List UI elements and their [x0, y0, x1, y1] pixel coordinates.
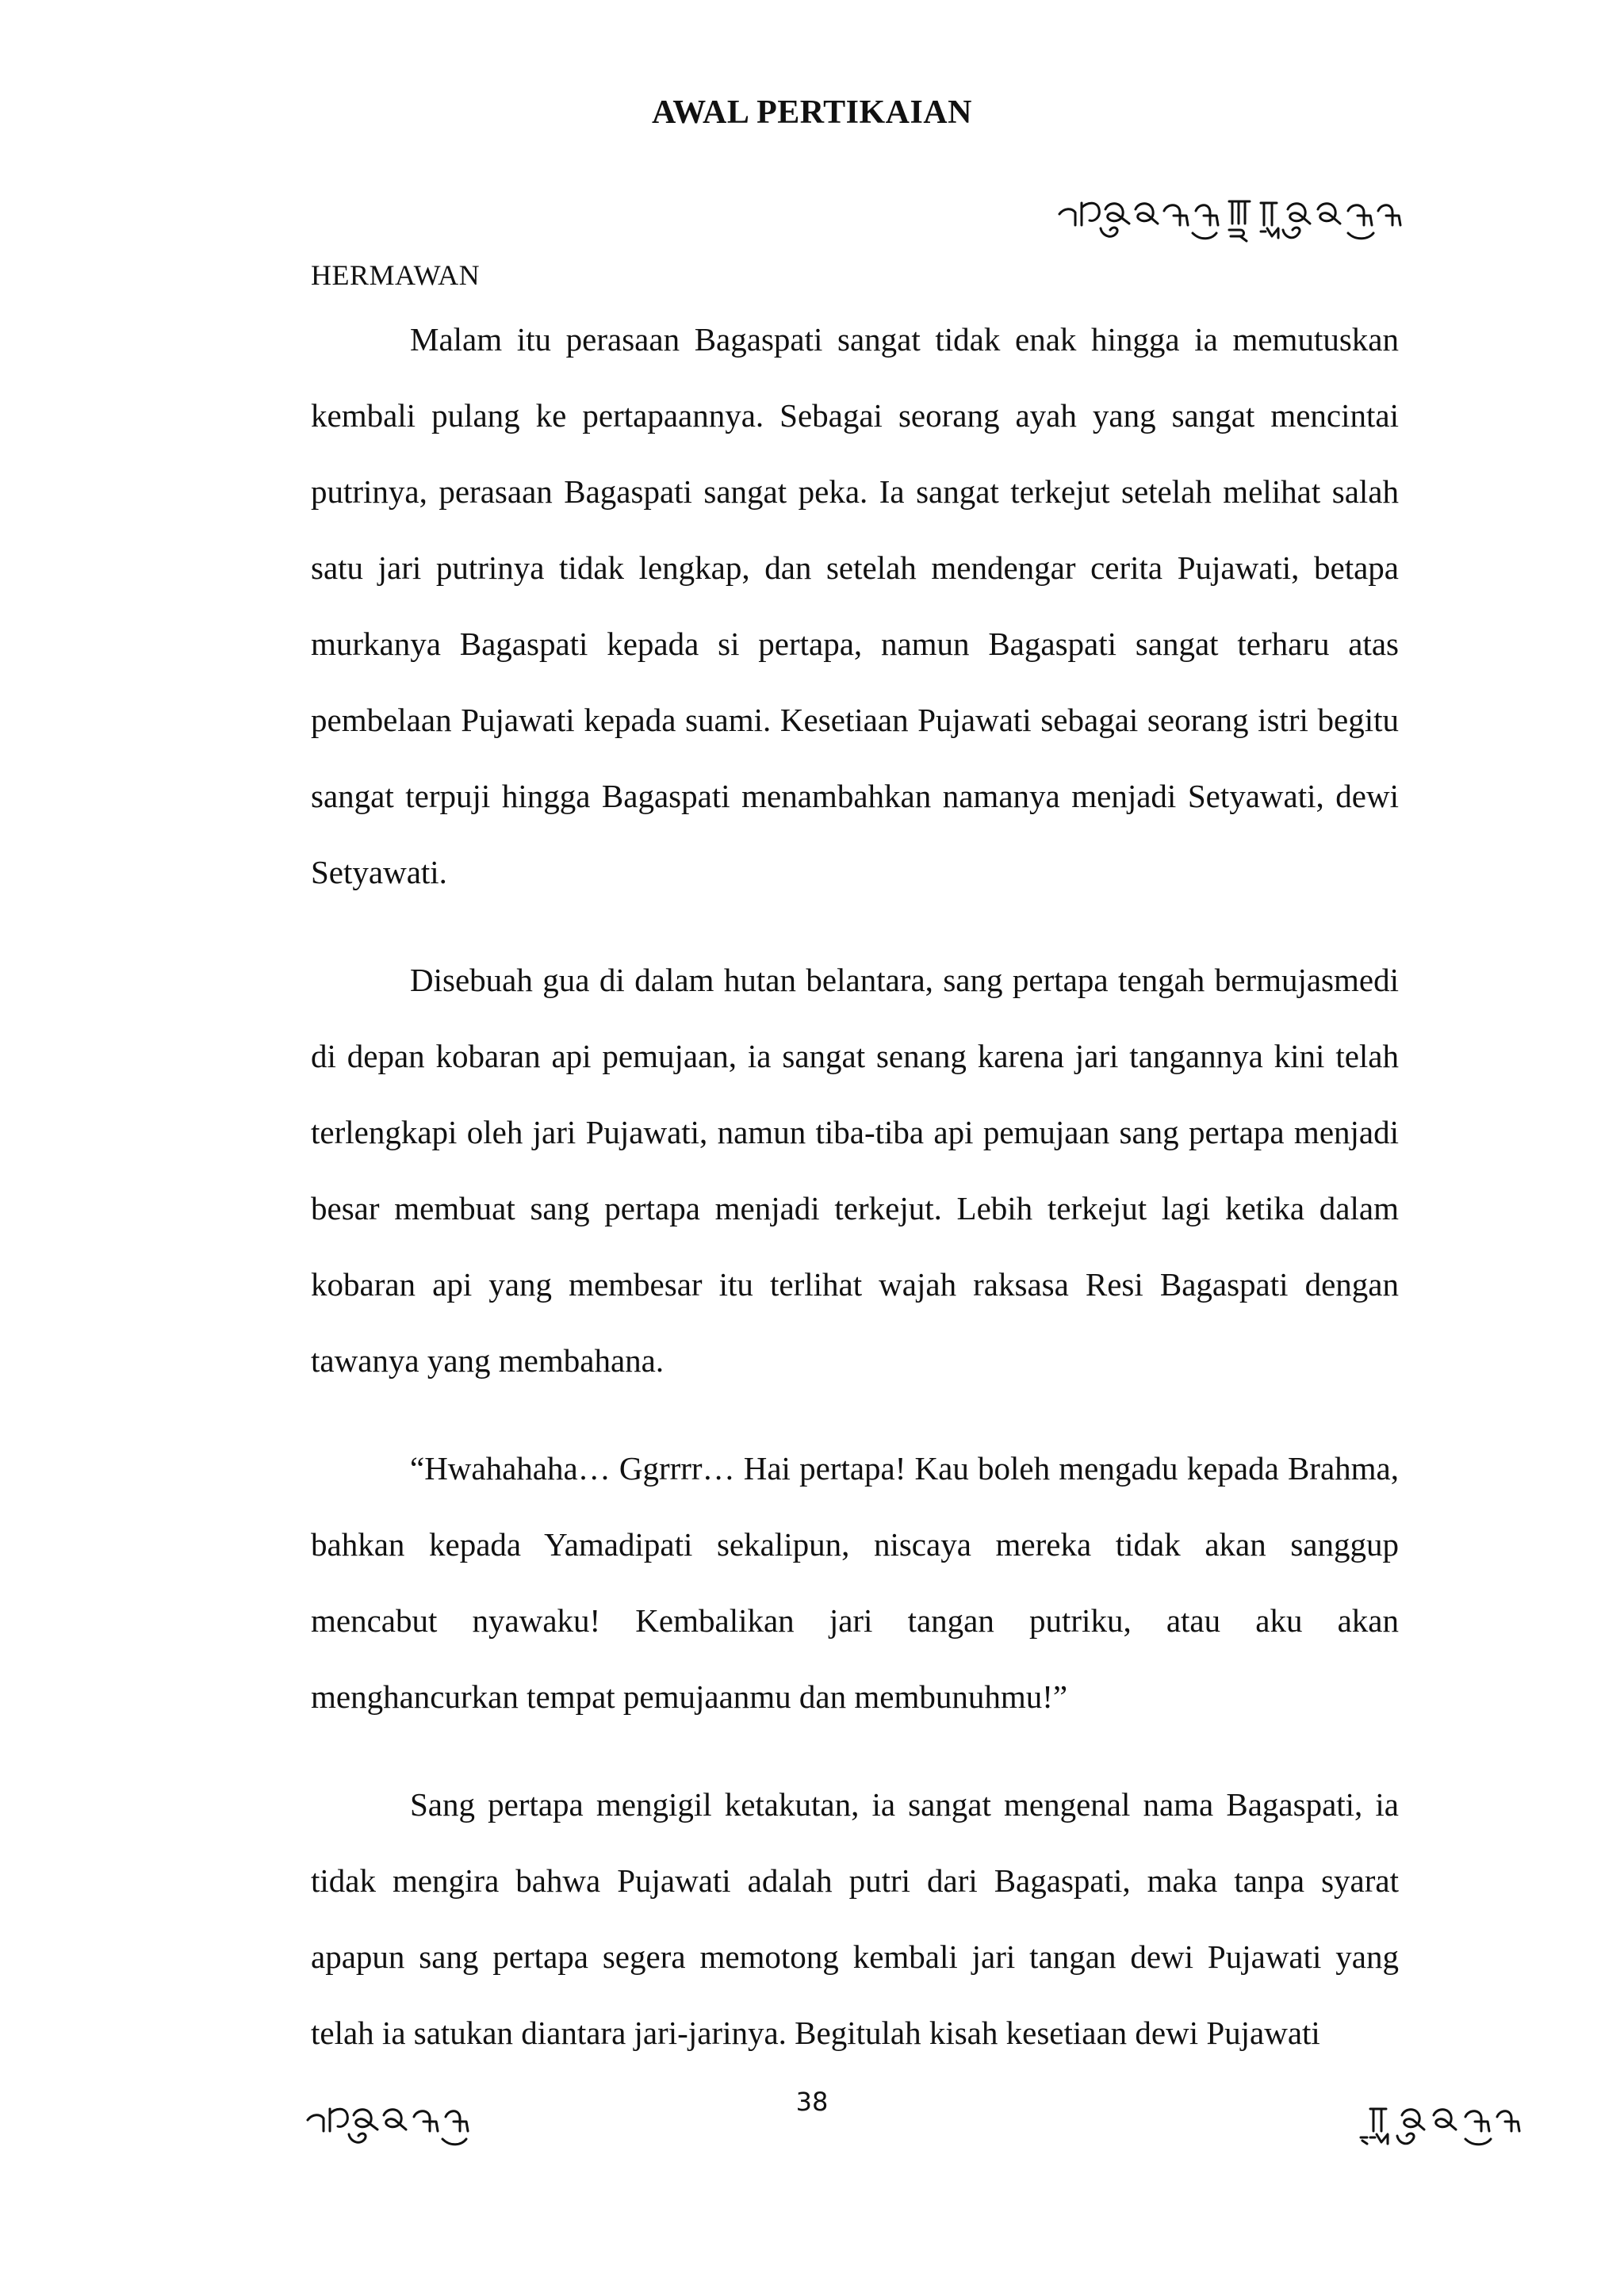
author-name: HERMAWAN — [311, 259, 481, 291]
paragraph-1: Malam itu perasaan Bagaspati sangat tidak enak hingga ia memutuskan kembali pulang ke pertapaannya. Sebagai seorang ayah yang sangat mencintai putrinya, perasaan Bagaspati sangat peka. Ia sangat terkejut setelah melihat salah satu jari putrinya tidak lengkap, dan setelah mendengar cerita Pujawati, betapa murkanya Bagaspati kepada si pertapa, namun Bagaspati sangat terharu atas pembelaan Pujawati kepada suami. Kesetiaan Pujawati sebagai seorang istri begitu sangat terpuji hingga Bagaspati menambahkan namanya menjadi Setyawati, dewi Setyawati. — [311, 321, 1399, 890]
paragraph-2: Disebuah gua di dalam hutan belantara, sang pertapa tengah bermujasmedi di depan kobaran api pemujaan, ia sangat senang karena jari tangannya kini telah terlengkapi oleh jari Pujawati, namun tiba-tiba api pemujaan sang pertapa menjadi besar membuat sang pertapa menjadi terkejut. Lebih terkejut lagi ketika dalam kobaran api yang membesar itu terlihat wajah raksasa Resi Bagaspati dengan tawanya yang membahana. — [311, 962, 1399, 1379]
story-body — [311, 301, 1399, 2071]
javanese-script-ornament-top — [1053, 184, 1402, 255]
page-number: 38 — [795, 2087, 829, 2117]
paragraph-3: “Hwahahaha… Ggrrrr… Hai pertapa! Kau boleh mengadu kepada Brahma, bahkan kepada Yamadipati sekalipun, niscaya mereka tidak akan sanggup mencabut nyawaku! Kembalikan jari tangan putriku, atau aku akan menghancurkan tempat pemujaanmu dan membunuhmu!” — [311, 1450, 1399, 1715]
page-title: AWAL PERTIKAIAN — [652, 94, 972, 131]
javanese-script-ornament-bottom-right — [1358, 2091, 1556, 2155]
paragraph-4: Sang pertapa mengigil ketakutan, ia sangat mengenal nama Bagaspati, ia tidak mengira bahwa Pujawati adalah putri dari Bagaspati, maka tanpa syarat apapun sang pertapa segera memotong kembali jari tangan dewi Pujawati yang telah ia satukan diantara jari-jarinya. Begitulah kisah kesetiaan dewi Pujawati — [311, 1786, 1399, 2051]
javanese-script-ornament-bottom-left — [303, 2091, 501, 2155]
